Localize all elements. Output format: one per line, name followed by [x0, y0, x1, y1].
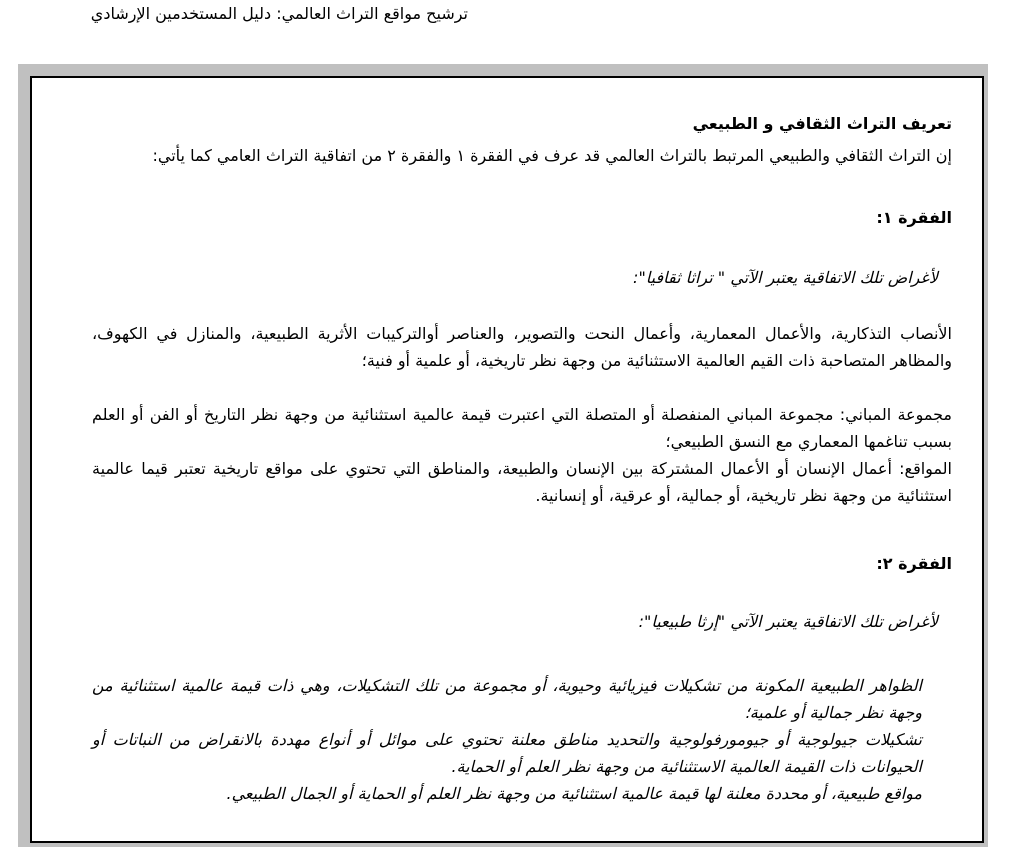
running-header: ترشيح مواقع التراث العالمي: دليل المستخدمين الإرشادي	[90, 4, 468, 23]
para2-item-natural-features: الظواهر الطبيعية المكونة من تشكيلات فيزيائية وحيوية، أو مجموعة من تلك التشكيلات، وهي ذات قيمة عالمية استثنائية من وجهة نظر جمالية أو علمية؛	[92, 676, 922, 722]
definition-box	[30, 76, 984, 843]
para1-heading: الفقرة ١:	[876, 208, 952, 227]
para2-item-natural-sites: مواقع طبيعية، أو محددة معلنة لها قيمة عالمية استثنائية من وجهة نظر العلم أو الحماية أو الجمال الطبيعي.	[226, 784, 922, 803]
para2-heading: الفقرة ٢:	[876, 554, 952, 573]
para1-lead: لأغراض تلك الاتفاقية يعتبر الآتي " تراثا ثقافيا":	[633, 268, 938, 287]
para1-item-groups-of-buildings: مجموعة المباني: مجموعة المباني المنفصلة أو المتصلة التي اعتبرت قيمة عالمية استثنائية من وجهة نظر التاريخ أو الفن أو العلم بسبب تناغمها المعماري مع النسق الطبيعي؛	[92, 405, 952, 451]
para2-lead: لأغراض تلك الاتفاقية يعتبر الآتي "إرثا طبيعيا":	[638, 612, 938, 631]
section-title: تعريف التراث الثقافي و الطبيعي	[692, 114, 952, 133]
para2-item-geological-formations: تشكيلات جيولوجية أو جيومورفولوجية والتحديد مناطق معلنة تحتوي على موائل أو أنواع مهددة بالانقراض من النباتات أو الحيوانات ذات القيمة العالمية الاستثنائية من وجهة نظر العلم أو الحماية.	[92, 730, 922, 776]
section-intro: إن التراث الثقافي والطبيعي المرتبط بالتراث العالمي قد عرف في الفقرة ١ والفقرة ٢ من اتفاقية التراث العامي كما يأتي:	[152, 146, 952, 165]
para1-item-sites: المواقع: أعمال الإنسان أو الأعمال المشتركة بين الإنسان والطبيعة، والمناطق التي تحتوي على مواقع تاريخية تعتبر قيما عالمية استثنائية من وجهة نظر تاريخية، أو جمالية، أو عرقية، أو إنسانية.	[92, 459, 952, 505]
para1-item-monuments: الأنصاب التذكارية، والأعمال المعمارية، وأعمال النحت والتصوير، والعناصر أوالتركيبات الأثرية الطبيعية، والمنازل في الكهوف، والمظاهر المتصاحبة ذات القيم العالمية الاستثنائية من وجهة نظر تاريخية، أو علمية أو فنية؛	[92, 324, 952, 370]
